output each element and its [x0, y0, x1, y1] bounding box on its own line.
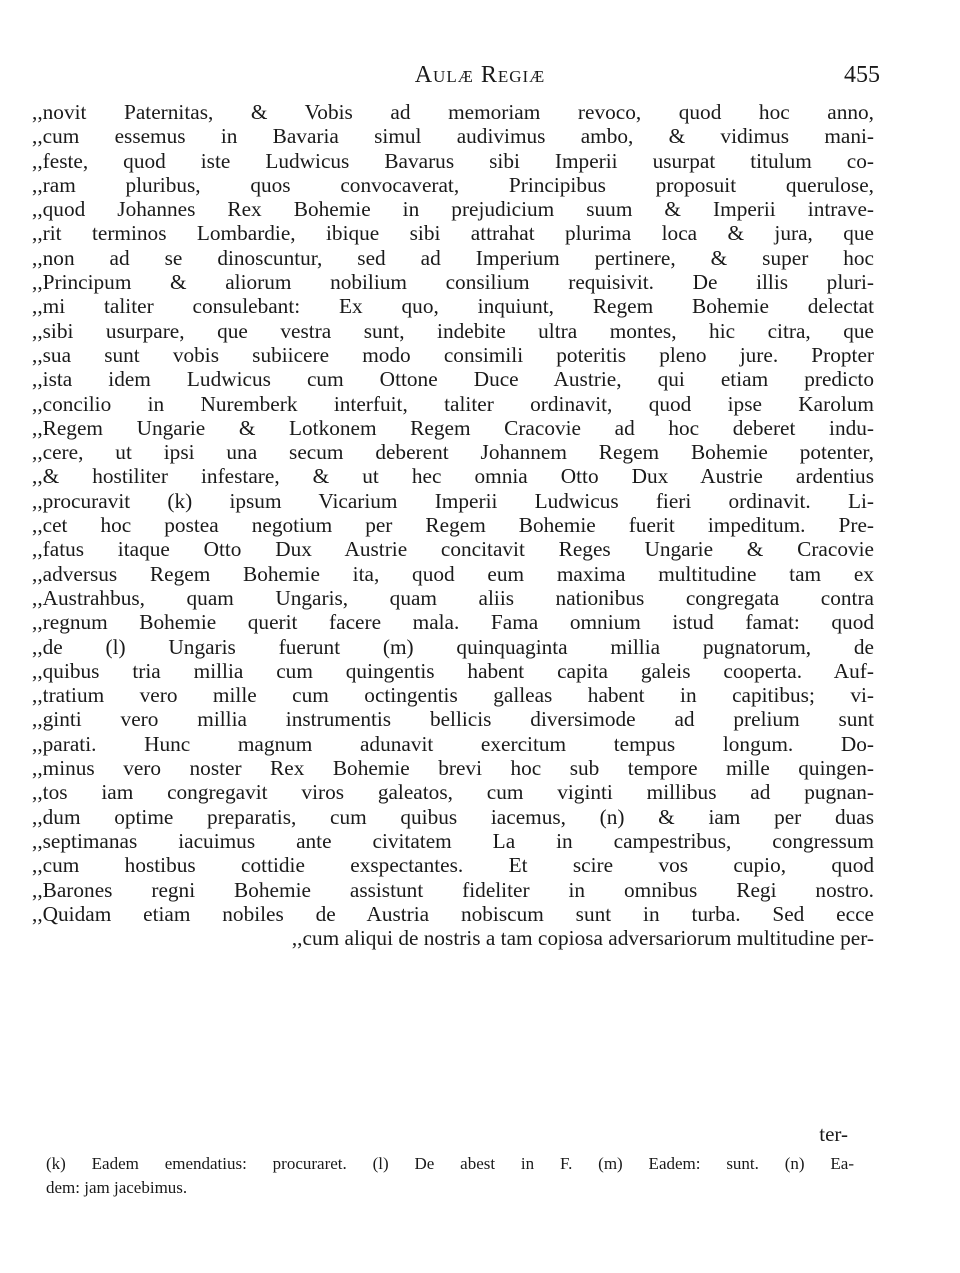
text-line: ,,regnum Bohemie querit facere mala. Fama omnium istud famat: quod	[32, 610, 874, 635]
text-line: ,,ginti vero millia instrumentis bellicis diversimode ad prelium sunt	[32, 707, 874, 732]
text-line: ,,adversus Regem Bohemie ita, quod eum maxima multitudine tam ex	[32, 561, 874, 586]
text-line: ,,dum optime preparatis, cum quibus iacemus, (n) & iam per duas	[32, 804, 874, 829]
footnote-line: dem: jam jacebimus.	[46, 1178, 188, 1197]
text-line: ,,ista idem Ludwicus cum Ottone Duce Austrie, qui etiam predicto	[32, 367, 874, 392]
text-line: ,,Principum & aliorum nobilium consilium requisivit. De illis pluri-	[32, 270, 874, 295]
text-line: ,,Austrahbus, quam Ungaris, quam aliis nationibus congregata contra	[32, 585, 874, 610]
text-line: ,,non ad se dinoscuntur, sed ad Imperium pertinere, & super hoc	[32, 245, 874, 270]
text-line: ,,sibi usurpare, que vestra sunt, indebite ultra montes, hic citra, que	[32, 318, 874, 343]
text-line: ,,cum aliqui de nostris a tam copiosa adversariorum multitudine per-	[291, 926, 874, 951]
running-head	[0, 62, 960, 102]
catchword: ter-	[819, 1122, 848, 1146]
text-line: ,,concilio in Nuremberk interfuit, taliter ordinavit, quod ipse Karolum	[32, 391, 874, 416]
text-line: ,,Regem Ungarie & Lotkonem Regem Cracovie ad hoc deberet indu-	[32, 415, 874, 440]
text-line: ,,procuravit (k) ipsum Vicarium Imperii Ludwicus fieri ordinavit. Li-	[32, 488, 874, 513]
text-line: ,,de (l) Ungaris fuerunt (m) quinquaginta millia pugnatorum, de	[32, 634, 874, 659]
text-line: ,,Barones regni Bohemie assistunt fideliter in omnibus Regi nostro.	[32, 877, 874, 902]
text-line: ,,& hostiliter infestare, & ut hec omnia Otto Dux Austrie ardentius	[32, 464, 874, 489]
text-line: ,,quod Johannes Rex Bohemie in prejudicium suum & Imperii intrave-	[32, 197, 874, 222]
text-line: ,,tratium vero mille cum octingentis galleas habent in capitibus; vi-	[32, 683, 874, 708]
text-line: ,,ram pluribus, quos convocaverat, Principibus proposuit querulose,	[32, 172, 874, 197]
text-line: ,,cet hoc postea negotium per Regem Bohemie fuerit impeditum. Pre-	[32, 513, 874, 538]
footnotes	[46, 1152, 854, 1200]
text-line: ,,fatus itaque Otto Dux Austrie concitavit Reges Ungarie & Cracovie	[32, 537, 874, 562]
text-line: ,,septimanas iacuimus ante civitatem La in campestribus, congressum	[32, 828, 874, 853]
footnote-line: (k) Eadem emendatius: procuraret. (l) De abest in F. (m) Eadem: sunt. (n) Ea-	[46, 1154, 854, 1173]
text-line: ,,cum essemus in Bavaria simul audivimus ambo, & vidimus mani-	[32, 124, 874, 149]
text-line: ,,quibus tria millia cum quingentis habent capita galeis cooperta. Auf-	[32, 658, 874, 683]
text-line: ,,parati. Hunc magnum adunavit exercitum tempus longum. Do-	[32, 731, 874, 756]
text-line: ,,tos iam congregavit viros galeatos, cum viginti millibus ad pugnan-	[32, 780, 874, 805]
running-head-title: Aulæ Regiæ	[414, 62, 546, 88]
text-line: ,,Quidam etiam nobiles de Austria nobiscum sunt in turba. Sed ecce	[32, 901, 874, 926]
text-line: ,,novit Paternitas, & Vobis ad memoriam revoco, quod hoc anno,	[32, 100, 874, 124]
text-line: ,,sua sunt vobis subiicere modo consimili poteritis pleno jure. Propter	[32, 342, 874, 367]
text-line: ,,feste, quod iste Ludwicus Bavarus sibi Imperii usurpat titulum co-	[32, 148, 874, 173]
body-text	[32, 100, 874, 950]
text-line: ,,minus vero noster Rex Bohemie brevi hoc sub tempore mille quingen-	[32, 756, 874, 781]
text-line: ,,rit terminos Lombardie, ibique sibi attrahat plurima loca & jura, que	[32, 221, 874, 246]
page-number: 455	[844, 62, 880, 88]
text-line: ,,cum hostibus cottidie exspectantes. Et scire vos cupio, quod	[32, 853, 874, 878]
text-line: ,,mi taliter consulebant: Ex quo, inquiunt, Regem Bohemie delectat	[32, 294, 874, 319]
text-line: ,,cere, ut ipsi una secum deberent Johannem Regem Bohemie potenter,	[32, 440, 874, 465]
